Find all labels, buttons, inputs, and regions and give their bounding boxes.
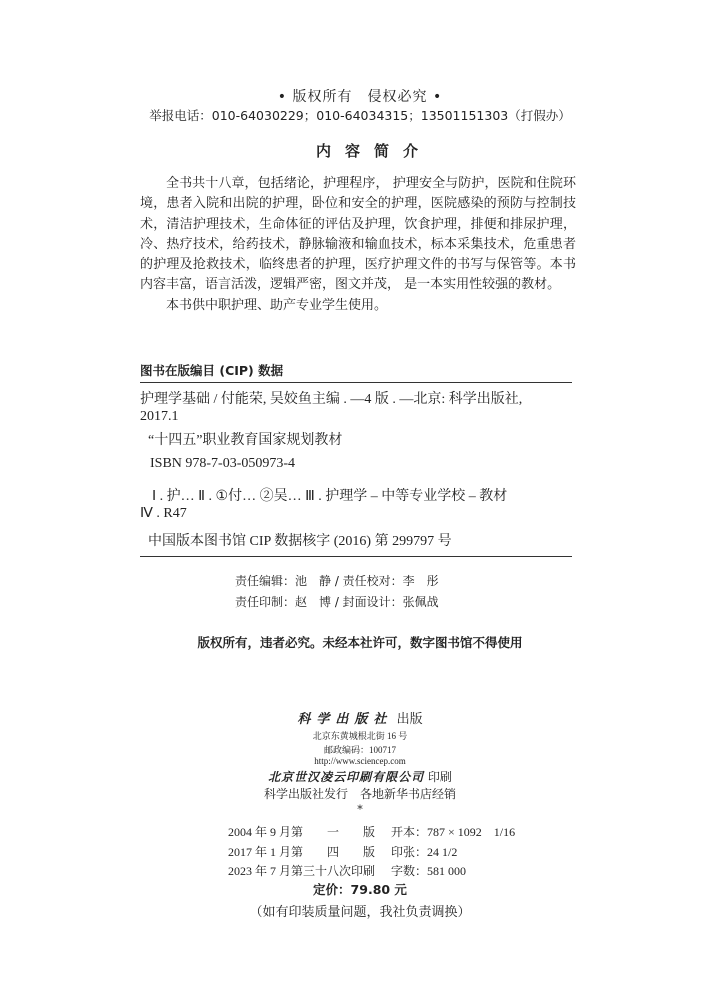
cip-entry: 2017.1 — [140, 409, 179, 424]
printer-line — [0, 768, 720, 785]
edition-date: 2017 年 1 月第 四 版 — [228, 845, 376, 859]
cip-title: 图书在版编目 (CIP) 数据 — [140, 363, 284, 378]
cip-classification: Ⅳ . R47 — [140, 506, 187, 521]
copyright-notice: • 版权所有 侵权必究 • — [277, 89, 443, 105]
divider — [140, 382, 572, 383]
edition-spec: 开本：787 × 1092 1/16 — [391, 825, 516, 839]
cip-record-number: 中国版本图书馆 CIP 数据核字 (2016) 第 299797 号 — [148, 534, 452, 549]
edition-date: 2023 年 7 月第三十八次印刷 — [228, 864, 376, 878]
summary-paragraph: 全书共十八章，包括绪论，护理程序， 护理安全与防护，医院和住院环境，患者入院和出院的护理，卧位和安全的护理，医院感染的预防与控制技术，清洁护理技术，生命体征的评估及护理，饮食护理，排便和排尿护理，冷、热疗技术，给药技术，静脉输液和输血技术，标本采集技术，危重患者的护理及抢救技术，临终患者的护理，医疗护理文件的书写与保管等。本书内容丰富，语言活泼，逻辑严密，图文并茂， 是一本实用性较强的教材。 — [140, 176, 576, 293]
report-hotline: 举报电话：010-64030229；010-64034315；13501151303（打假办） — [149, 108, 571, 123]
edition-row — [228, 843, 457, 860]
printer-suffix: 印刷 — [427, 770, 452, 784]
publisher-line — [0, 708, 720, 727]
edition-row — [228, 823, 515, 840]
publisher-postcode: 邮政编码：100717 — [323, 745, 396, 755]
edition-date: 2004 年 9 月第 一 版 — [228, 825, 376, 839]
edition-spec: 字数：581 000 — [391, 864, 467, 878]
summary-paragraph: 本书供中职护理、助产专业学生使用。 — [166, 297, 388, 313]
distribution-line: 科学出版社发行 各地新华书店经销 — [263, 787, 456, 801]
cip-classification: Ⅰ . 护… Ⅱ . ①付… ②吴… Ⅲ . 护理学 – 中等专业学校 – 教材 — [152, 489, 508, 504]
separator-star: * — [357, 803, 363, 816]
summary-title: 内容简介 — [315, 142, 432, 160]
publisher-website: http://www.sciencep.com — [314, 756, 406, 766]
quality-note: （如有印装质量问题，我社负责调换） — [249, 905, 471, 920]
edition-spec: 印张：24 1/2 — [391, 845, 458, 859]
price: 定价：79.80 元 — [313, 882, 407, 897]
publisher-suffix: 出版 — [396, 712, 423, 727]
publisher-logo: 科学出版社 — [297, 712, 393, 727]
printer-logo: 北京世汉凌云印刷有限公司 — [268, 770, 425, 784]
editor-credits: 责任编辑：池 静 / 责任校对：李 彤 — [235, 574, 439, 588]
cip-series: “十四五”职业教育国家规划教材 — [148, 433, 343, 448]
publisher-address: 北京东黄城根北街 16 号 — [312, 731, 408, 741]
divider — [140, 556, 572, 557]
cip-isbn: ISBN 978-7-03-050973-4 — [150, 456, 296, 471]
edition-row — [228, 862, 466, 879]
summary-text — [140, 174, 576, 316]
cip-entry: 护理学基础 / 付能荣, 吴姣鱼主编 . —4 版 . —北京: 科学出版社, — [140, 392, 523, 407]
editor-credits: 责任印制：赵 博 / 封面设计：张佩战 — [235, 595, 439, 609]
rights-statement: 版权所有，违者必究。未经本社许可，数字图书馆不得使用 — [197, 635, 523, 650]
